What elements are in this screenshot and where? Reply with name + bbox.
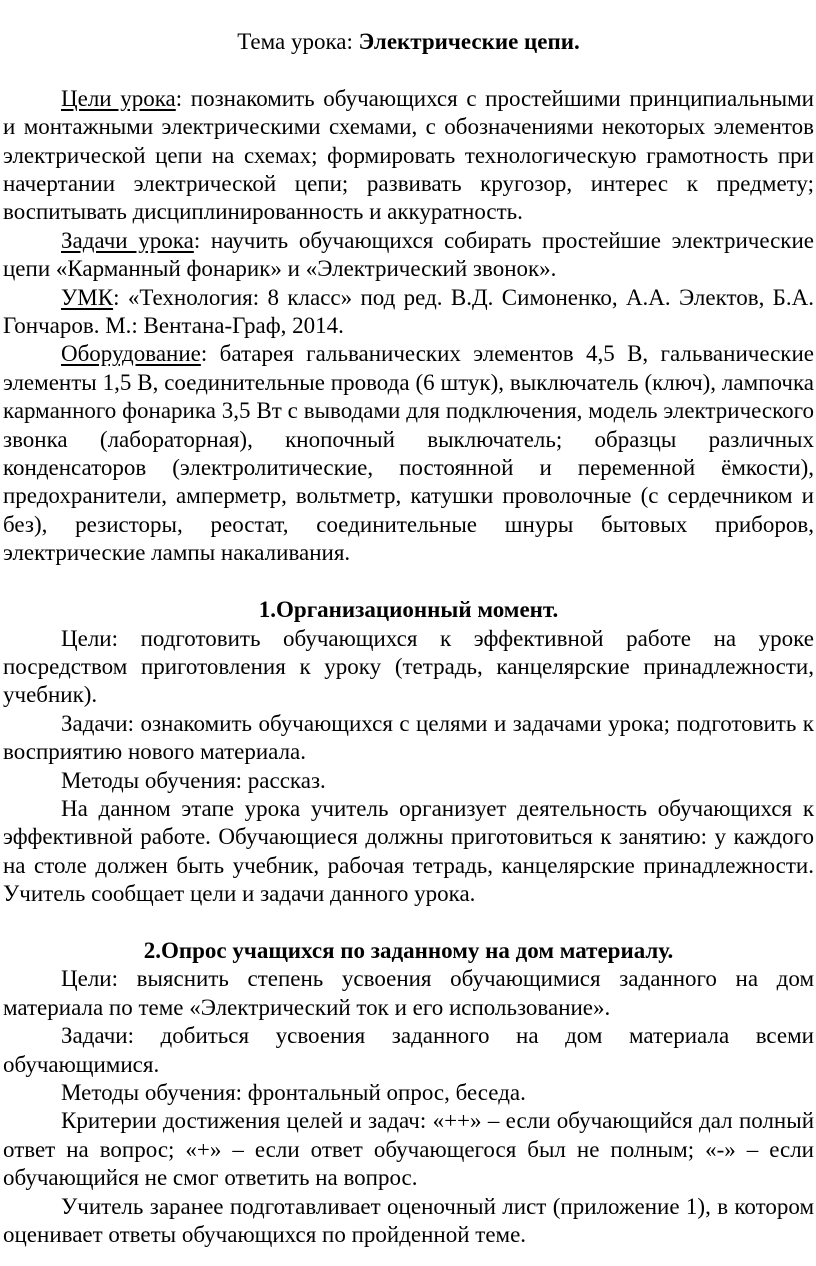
equipment-text: : батарея гальванических элементов 4,5 В, гальванические элементы 1,5 В, соединительные провода (6 штук), выключатель (ключ), лампочка карманного фонарика 3,5 Вт с выводами для подключения, модель электрического звонка (лабораторная), кнопочный выключатель; образцы различных конденсаторов (электролитические, постоянной и переменной ёмкости), предохранители, амперметр, вольтметр, катушки проволочные (с сердечником и без), резисторы, реостат, соединительные шнуры бытовых приборов, электрические лампы накаливания. [3, 341, 814, 566]
equipment-label: Оборудование [61, 341, 201, 367]
umk-paragraph [3, 284, 814, 341]
section-1-tasks: Задачи: ознакомить обучающихся с целями и задачами урока; подготовить к восприятию нового материала. [3, 710, 814, 765]
goals-label: Цели урока [61, 85, 176, 111]
tasks-label: Задачи урока [61, 227, 194, 253]
section-2-methods: Методы обучения: фронтальный опрос, беседа. [61, 1079, 526, 1105]
umk-text: : «Технология: 8 класс» под ред. В.Д. Симоненко, А.А. Электов, Б.А. Гончаров. М.: Вентана-Граф, 2014. [3, 284, 814, 339]
goals-text: : познакомить обучающихся с простейшими принципиальными и монтажными электрическими схемами, с обозначениями некоторых элементов электрической цепи на схемах; формировать технологическую грамотность при начертании электрической цепи; развивать кругозор, интерес к предмету; воспитывать дисциплинированность и аккуратность. [3, 85, 814, 225]
section-1-goals: Цели: подготовить обучающихся к эффективной работе на уроке посредством приготовления к уроку (тетрадь, канцелярские принадлежности, учебник). [3, 625, 814, 708]
lesson-topic: Электрические цепи. [358, 29, 580, 54]
section-2-goals: Цели: выяснить степень усвоения обучающимися заданного на дом материала по теме «Электрический ток и его использование». [3, 966, 814, 1020]
spacer [3, 568, 814, 596]
lesson-title [3, 28, 814, 56]
spacer [3, 909, 814, 937]
section-2-criteria: Критерии достижения целей и задач: «++» – если обучающийся дал полный ответ на вопрос; «+» – если ответ обучающегося был не полным; «-» – если обучающийся не смог ответить на вопрос. [3, 1108, 814, 1191]
goals-paragraph [3, 85, 814, 227]
section-2-heading: 2.Опрос учащихся по заданному на дом материалу. [143, 937, 674, 963]
equipment-paragraph [3, 340, 814, 567]
section-2-description: Учитель заранее подготавливает оценочный лист (приложение 1), в котором оценивает ответы обучающихся по пройденной теме. [3, 1193, 814, 1248]
lesson-title-prefix: Тема урока: [237, 29, 359, 54]
section-2-tasks: Задачи: добиться усвоения заданного на дом материала всеми обучающимися. [3, 1023, 814, 1077]
tasks-text: : научить обучающихся собирать простейшие электрические цепи «Карманный фонарик» и «Электрический звонок». [3, 227, 814, 282]
section-1-description: На данном этапе урока учитель организует деятельность обучающихся к эффективной работе. Обучающиеся должны приготовиться к занятию: у каждого на столе должен быть учебник, рабочая тетрадь, канцелярские принадлежности. Учитель сообщает цели и задачи данного урока. [3, 795, 814, 907]
umk-label: УМК [61, 284, 114, 310]
spacer [3, 56, 814, 84]
tasks-paragraph [3, 227, 814, 284]
section-1-methods: Методы обучения: рассказ. [61, 767, 326, 793]
section-1-heading: 1.Организационный момент. [258, 597, 559, 623]
